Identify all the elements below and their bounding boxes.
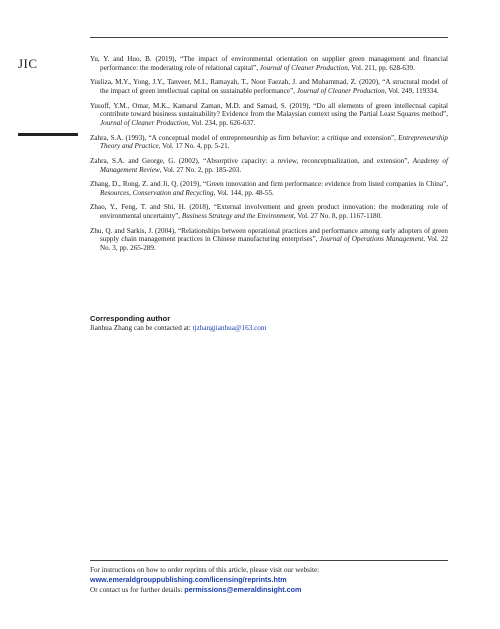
reference-text: , Vol. 211, pp. 628-639.: [347, 63, 415, 72]
reference-text: Yusoff, Y.M., Omar, M.K., Kamarul Zaman, M.D. and Samad, S. (2019), “Do all elements of green intellectual capital contribute toward business sustainability? Evidence from the Malaysian context using the Partial Least Squares method”,: [90, 101, 448, 119]
reference-source: Journal of Cleaner Production: [296, 87, 385, 95]
reference-text: Zahra, S.A. (1993), “A conceptual model of entrepreneurship as firm behavior: a critique and extension”,: [90, 133, 399, 142]
footer-rule: [90, 560, 448, 561]
reference-entry: [90, 102, 448, 128]
journal-code: JIC: [18, 56, 38, 71]
reprints-footer: [90, 565, 450, 595]
reference-source: Resources, Conservation and Recycling: [100, 188, 214, 197]
reference-source: Entrepreneurship Theory and Practice: [100, 133, 448, 151]
reference-text: , Vol. 17 No. 4, pp. 5-21.: [158, 142, 230, 151]
contact-text: Or contact us for further details:: [90, 586, 185, 594]
reference-source: Journal of Cleaner Production: [259, 63, 348, 72]
reference-text: Zhang, D., Rong, Z. and Ji, Q. (2019), “Green innovation and firm performance: evidence from listed companies in China”,: [90, 180, 448, 189]
reference-text: Zhao, Y., Feng, T. and Shi, H. (2018), “External involvement and green product innovation: the moderating role of environmental uncertainty”,: [90, 203, 448, 221]
reference-entry: [90, 227, 448, 253]
reference-list: [90, 55, 448, 259]
reference-text: Yu, Y. and Huo, B. (2019), “The impact of environmental orientation on supplier green management and financial performance: the moderating role of relational capital”,: [90, 55, 448, 72]
reference-text: , Vol. 27 No. 2, pp. 185-203.: [159, 165, 242, 174]
permissions-email-link[interactable]: permissions@emeraldinsight.com: [184, 585, 302, 594]
reference-text: , Vol. 249, 119334.: [384, 87, 439, 95]
reference-text: , Vol. 22 No. 3, pp. 265-289.: [100, 235, 448, 253]
reference-source: Journal of Cleaner Production: [100, 119, 188, 127]
corresponding-author-block: [90, 314, 448, 333]
margin-rule: [18, 133, 78, 136]
header-rule: [90, 37, 448, 38]
reference-entry: [90, 55, 448, 72]
reference-text: Yusliza, M.Y., Yong, J.Y., Tanveer, M.I., Ramayah, T., Noor Faezah, J. and Muhammad, Z. (2020), “A structural model of the impact of green intellectual capital on sustainable performance”,: [90, 78, 448, 95]
author-email-link[interactable]: tjzhangjianhua@163.com: [192, 324, 267, 332]
reference-source: Business Strategy and the Environment: [181, 212, 294, 221]
reference-entry: [90, 203, 448, 220]
reference-entry: [90, 157, 448, 174]
reference-text: Zahra, S.A. and George, G. (2002), “Absorptive capacity: a review, reconceptualization, and extension”,: [90, 156, 413, 165]
reference-source: Journal of Operations Management: [319, 235, 424, 244]
corresponding-author-text: Jianhua Zhang can be contacted at:: [90, 324, 193, 332]
reference-text: Zhu, Q. and Sarkis, J. (2004), “Relationships between operational practices and performance among early adopters of green supply chain management practices in Chinese manufacturing enterprises”,: [90, 226, 448, 244]
reference-text: , Vol. 27 No. 8, pp. 1167-1180.: [293, 212, 382, 221]
reference-entry: [90, 180, 448, 197]
reference-entry: [90, 134, 448, 151]
reprints-url-link[interactable]: www.emeraldgrouppublishing.com/licensing/reprints.htm: [90, 575, 287, 584]
reference-source: Academy of Management Review: [100, 156, 448, 174]
corresponding-author-line: [90, 324, 448, 333]
corresponding-author-heading: Corresponding author: [90, 314, 171, 323]
reference-entry: [90, 78, 448, 95]
reference-text: , Vol. 234, pp. 626-637.: [188, 119, 256, 127]
reprints-instruction: For instructions on how to order reprints of this article, please visit our website:: [90, 566, 320, 574]
reference-text: , Vol. 144, pp. 48-55.: [213, 188, 274, 197]
